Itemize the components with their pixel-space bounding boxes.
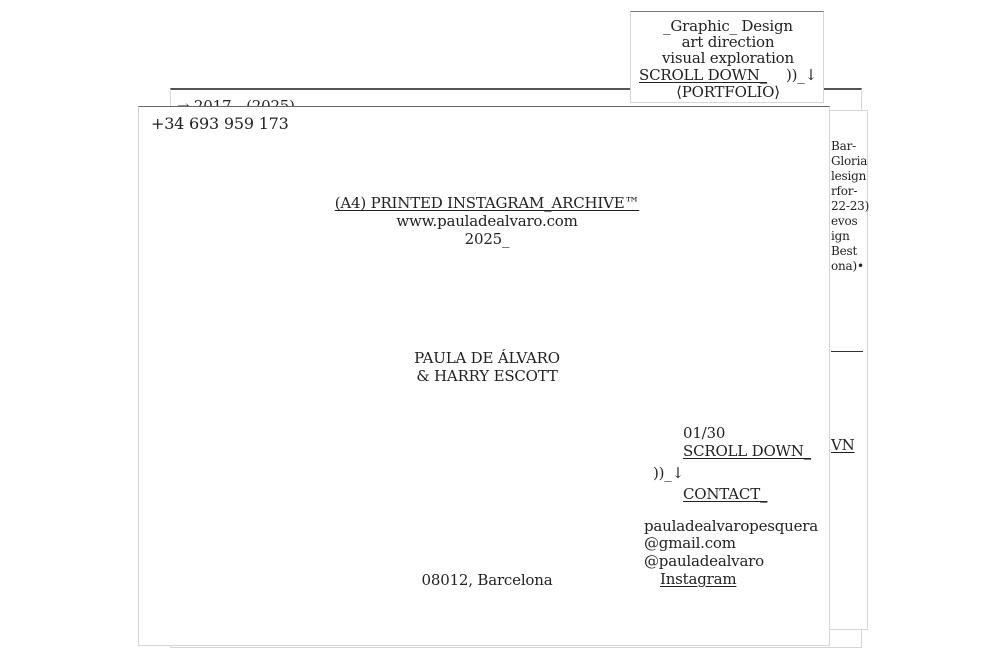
email-domain[interactable]: @gmail.com <box>644 534 736 552</box>
right-fragment: Bar- <box>831 139 856 153</box>
archive-title: (A4) PRINTED INSTAGRAM_ARCHIVE™ <box>334 194 640 212</box>
down-arrow-icon[interactable]: ))_↓ <box>653 464 684 482</box>
right-fragment: evos <box>831 214 858 228</box>
discipline-graphic-design: _Graphic_ Design <box>663 17 793 35</box>
discipline-visual-exploration: visual exploration <box>662 49 794 67</box>
divider-line <box>831 351 863 352</box>
website-link[interactable]: www.pauladealvaro.com <box>396 212 578 230</box>
contact-link[interactable]: CONTACT_ <box>683 485 768 503</box>
down-arrow-icon[interactable]: ))_↓ <box>786 66 817 84</box>
instagram-link[interactable]: Instagram <box>660 570 737 588</box>
right-fragment: ign <box>831 229 850 243</box>
author-name: PAULA DE ÁLVARO <box>414 349 560 367</box>
email-user[interactable]: pauladealvaropesquera <box>644 517 819 535</box>
page-counter: 01/30 <box>683 424 726 442</box>
right-fragment: 22-23) <box>831 199 870 213</box>
right-fragment: Gloria <box>831 154 868 168</box>
archive-year: 2025_ <box>464 230 510 248</box>
right-fragment: Best <box>831 244 858 258</box>
right-fragment: ona)• <box>831 259 864 273</box>
right-fragment: lesign <box>831 169 867 183</box>
right-fragment: rfor- <box>831 184 858 198</box>
portfolio-link[interactable]: ⟨PORTFOLIO⟩ <box>676 83 780 101</box>
phone-number: +34 693 959 173 <box>151 114 289 133</box>
instagram-handle[interactable]: @pauladealvaro <box>644 552 764 570</box>
top-sheet <box>630 11 824 103</box>
author-name: & HARRY ESCOTT <box>416 367 558 385</box>
main-sheet <box>138 106 830 646</box>
scroll-down-link[interactable]: SCROLL DOWN_ <box>683 442 812 460</box>
scroll-down-fragment[interactable]: VN <box>831 436 855 454</box>
address: 08012, Barcelona <box>421 571 553 589</box>
scroll-down-link[interactable]: SCROLL DOWN_ <box>639 66 768 84</box>
discipline-art-direction: art direction <box>681 33 775 51</box>
